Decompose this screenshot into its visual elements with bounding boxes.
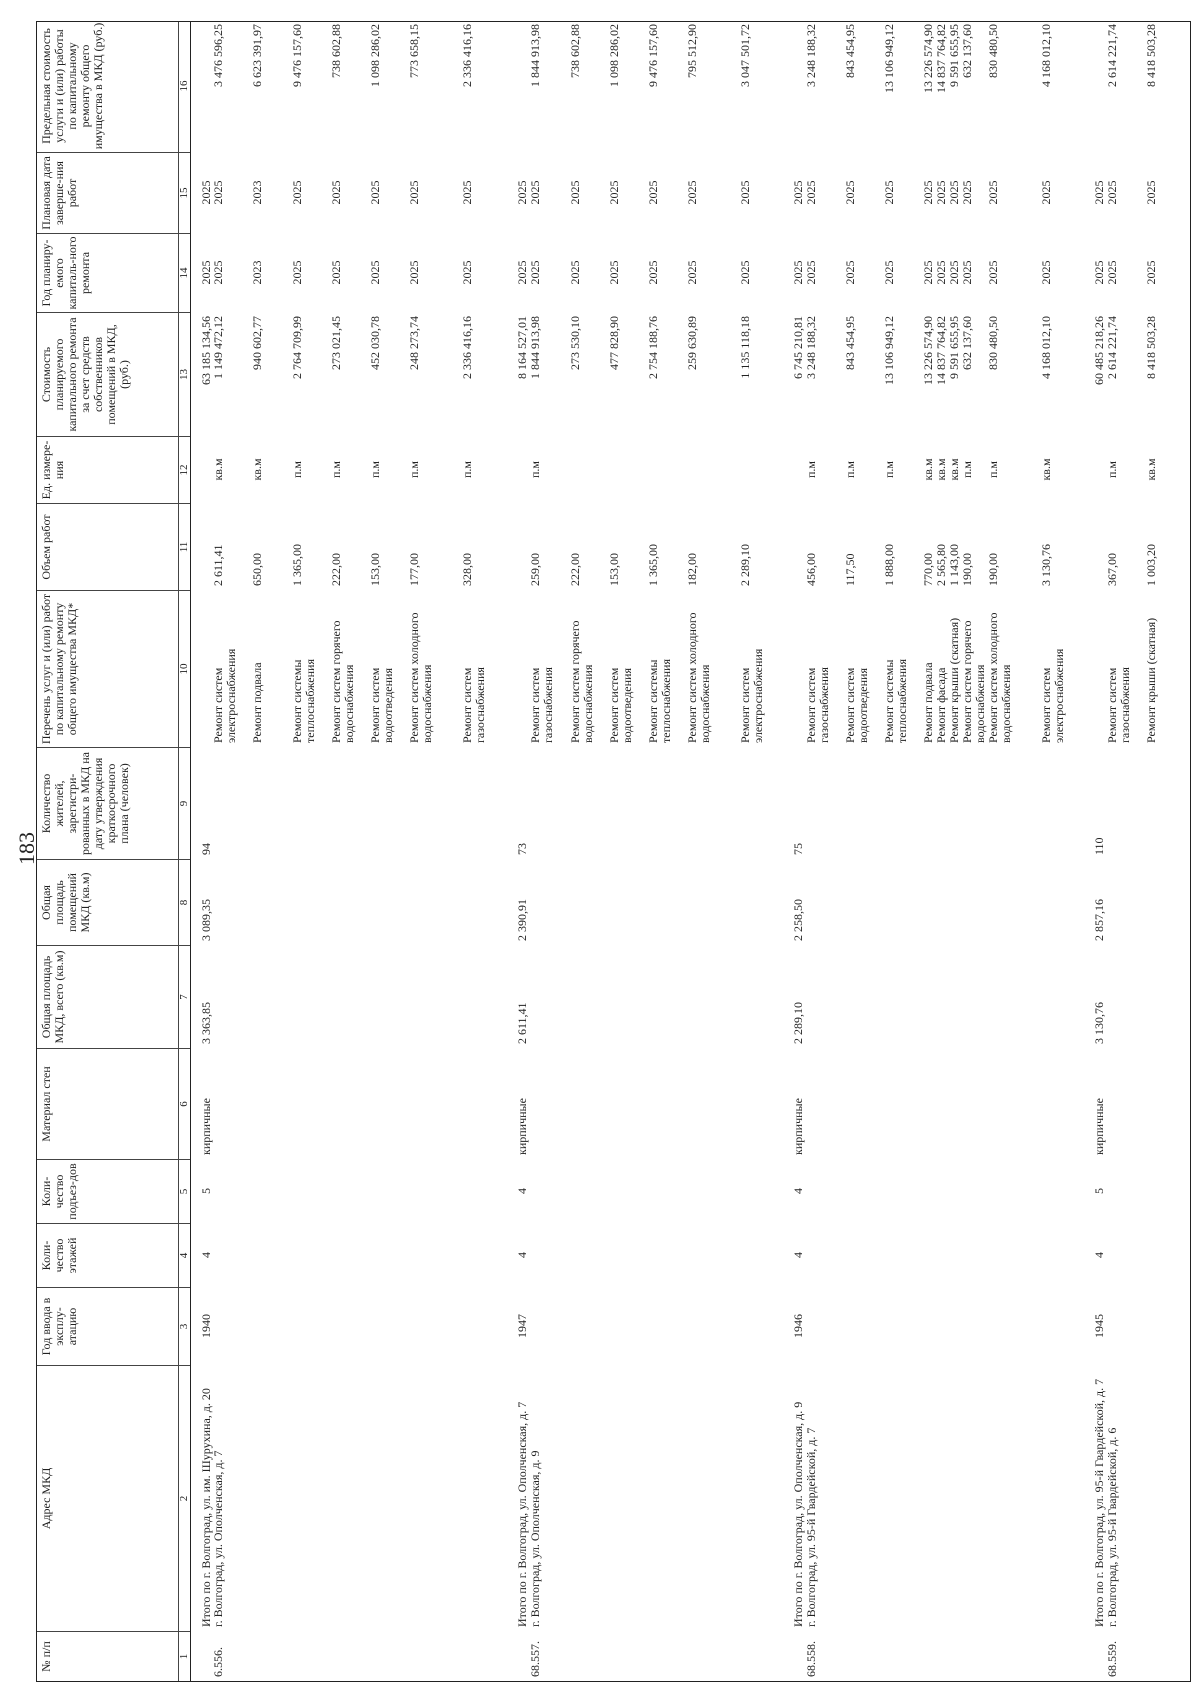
commission-year: 1945: [1092, 1314, 1106, 1338]
limit-cost: 632 137,60: [960, 24, 974, 78]
work-type-line2: теплоснабжения: [895, 659, 909, 743]
work-type: Ремонт подвала: [250, 662, 264, 743]
completion-date: 2025: [804, 180, 818, 205]
completion-date: 2025: [528, 180, 542, 205]
planned-cost: 6 745 210,81: [791, 316, 805, 379]
total-address: Итого по г. Волгоград, ул. им. Шурухина, д. 20: [199, 1388, 213, 1627]
unit: п.м: [986, 461, 1000, 479]
work-type-line2: водоотведения: [381, 668, 395, 743]
planned-year: 2025: [921, 260, 935, 285]
entrances-count: 5: [1092, 1188, 1106, 1194]
limit-cost: 2 614 221,74: [1105, 24, 1119, 87]
planned-year: 2025: [1039, 260, 1053, 285]
planned-cost: 1 149 472,12: [211, 316, 225, 379]
total-area: 3 130,76: [1092, 1002, 1106, 1044]
unit: п.м: [843, 461, 857, 479]
work-volume: 328,00: [460, 553, 474, 586]
unit: кв.м: [211, 458, 225, 481]
planned-year: 2025: [685, 260, 699, 285]
work-type: Ремонт систем горячего: [960, 620, 974, 743]
completion-date: 2025: [607, 180, 621, 205]
planned-cost: 940 602,77: [250, 316, 264, 370]
work-type: Ремонт подвала: [921, 662, 935, 743]
work-volume: 153,00: [368, 553, 382, 586]
wall-material: кирпичные: [1092, 1098, 1106, 1155]
completion-date: 2025: [515, 180, 529, 205]
completion-date: 2025: [1039, 180, 1053, 205]
limit-cost: 8 418 503,28: [1144, 24, 1158, 87]
work-volume: 1 003,20: [1144, 544, 1158, 586]
limit-cost: 9 591 655,95: [947, 24, 961, 87]
work-type: Ремонт крыши (скатная): [947, 617, 961, 743]
completion-date: 2025: [290, 180, 304, 205]
planned-year: 2025: [804, 260, 818, 285]
limit-cost: 3 476 596,25: [211, 24, 225, 87]
planned-year: 2025: [528, 260, 542, 285]
work-type: Ремонт систем холодного: [685, 612, 699, 743]
completion-date: 2025: [791, 180, 805, 205]
work-type-line2: электроснабжения: [1052, 648, 1066, 743]
work-type-line2: водоотведения: [620, 668, 634, 743]
unit: кв.м: [934, 458, 948, 481]
completion-date: 2023: [250, 180, 264, 205]
unit: п.м: [290, 461, 304, 479]
work-type: Ремонт систем: [528, 667, 542, 743]
work-volume: 650,00: [250, 553, 264, 586]
completion-date: 2025: [1092, 180, 1106, 205]
planned-year: 2025: [1092, 260, 1106, 285]
building-address: г. Волгоград, ул. 95-й Гвардейской, д. 6: [1105, 1427, 1119, 1627]
work-type-line2: водоснабжения: [973, 664, 987, 743]
planned-year: 2025: [1144, 260, 1158, 285]
limit-cost: 9 476 157,60: [646, 24, 660, 87]
header-col-premises-area: Общая площадь помещений МКД (кв.м): [37, 859, 178, 945]
row-number: 68.557.: [528, 1641, 542, 1677]
work-type: Ремонт системы: [290, 659, 304, 743]
completion-date: 2025: [460, 180, 474, 205]
planned-cost: 2 614 221,74: [1105, 316, 1119, 379]
work-type: Ремонт систем: [211, 667, 225, 743]
limit-cost: 830 480,50: [986, 24, 1000, 78]
header-bottom-border: [190, 22, 191, 1681]
completion-date: 2025: [1144, 180, 1158, 205]
planned-cost: 13 226 574,90: [921, 316, 935, 385]
limit-cost: 738 602,88: [568, 24, 582, 78]
completion-date: 2025: [407, 180, 421, 205]
completion-date: 2025: [368, 180, 382, 205]
planned-cost: 60 485 218,26: [1092, 316, 1106, 385]
premises-area: 2 857,16: [1092, 899, 1106, 941]
planned-year: 2025: [934, 260, 948, 285]
work-volume: 2 289,10: [738, 544, 752, 586]
work-type-line2: теплоснабжения: [303, 659, 317, 743]
unit: кв.м: [1039, 458, 1053, 481]
header-col-floors: Коли-чество этажей: [37, 1223, 178, 1287]
planned-year: 2025: [947, 260, 961, 285]
header-col-volume: Объем работ: [37, 503, 178, 590]
planned-cost: 843 454,95: [843, 316, 857, 370]
commission-year: 1940: [199, 1314, 213, 1338]
header-col-year: Год ввода в эксплу-атацию: [37, 1287, 178, 1365]
planned-cost: 14 837 764,82: [934, 316, 948, 385]
residents-count: 73: [515, 843, 529, 855]
completion-date: 2025: [211, 180, 225, 205]
limit-cost: 14 837 764,82: [934, 24, 948, 93]
colnum-col-total-area: 7: [178, 945, 190, 1048]
planned-cost: 273 530,10: [568, 316, 582, 370]
work-type: Ремонт систем: [843, 667, 857, 743]
unit: кв.м: [947, 458, 961, 481]
planned-cost: 830 480,50: [986, 316, 1000, 370]
work-volume: 1 143,00: [947, 544, 961, 586]
work-volume: 2 611,41: [211, 544, 225, 586]
completion-date: 2025: [843, 180, 857, 205]
total-area: 2 289,10: [791, 1002, 805, 1044]
work-type: Ремонт крыши (скатная): [1144, 617, 1158, 743]
work-type: Ремонт системы: [882, 659, 896, 743]
planned-cost: 9 591 655,95: [947, 316, 961, 379]
completion-date: 2025: [921, 180, 935, 205]
residents-count: 75: [791, 843, 805, 855]
work-volume: 153,00: [607, 553, 621, 586]
unit: п.м: [329, 461, 343, 479]
colnum-col-num: 1: [178, 1631, 190, 1681]
wall-material: кирпичные: [791, 1098, 805, 1155]
colnum-col-plan-year: 14: [178, 233, 190, 312]
limit-cost: 1 098 286,02: [368, 24, 382, 87]
colnum-col-end-date: 15: [178, 152, 190, 233]
planned-year: 2025: [1105, 260, 1119, 285]
total-area: 2 611,41: [515, 1002, 529, 1044]
commission-year: 1946: [791, 1314, 805, 1338]
building-address: г. Волгоград, ул. 95-й Гвардейской, д. 7: [804, 1427, 818, 1627]
unit: кв.м: [250, 458, 264, 481]
wall-material: кирпичные: [515, 1098, 529, 1155]
work-type: Ремонт систем холодного: [986, 612, 1000, 743]
planned-cost: 2 764 709,99: [290, 316, 304, 379]
planned-year: 2025: [986, 260, 1000, 285]
floors-count: 4: [515, 1252, 529, 1258]
entrances-count: 5: [199, 1188, 213, 1194]
work-type: Ремонт систем горячего: [568, 620, 582, 743]
completion-date: 2025: [960, 180, 974, 205]
work-type-line2: электроснабжения: [224, 648, 238, 743]
work-type: Ремонт системы: [646, 659, 660, 743]
limit-cost: 6 623 391,97: [250, 24, 264, 87]
planned-year: 2025: [791, 260, 805, 285]
work-type-line2: электроснабжения: [751, 648, 765, 743]
planned-year: 2025: [460, 260, 474, 285]
limit-cost: 1 098 286,02: [607, 24, 621, 87]
work-type: Ремонт систем холодного: [407, 612, 421, 743]
unit: п.м: [804, 461, 818, 479]
limit-cost: 773 658,15: [407, 24, 421, 78]
planned-year: 2025: [368, 260, 382, 285]
work-volume: 222,00: [568, 553, 582, 586]
colnum-col-volume: 11: [178, 503, 190, 590]
entrances-count: 4: [791, 1188, 805, 1194]
planned-year: 2025: [329, 260, 343, 285]
total-address: Итого по г. Волгоград, ул. Ополченская, д. 7: [515, 1401, 529, 1627]
colnum-col-wall-material: 6: [178, 1048, 190, 1159]
header-col-residents: Количество жителей, зарегистри-рованных в МКД на дату утверждения краткосрочного плана (человек): [37, 747, 178, 859]
planned-cost: 632 137,60: [960, 316, 974, 370]
completion-date: 2025: [199, 180, 213, 205]
total-address: Итого по г. Волгоград, ул. 95-й Гвардейской, д. 7: [1092, 1378, 1106, 1627]
planned-cost: 1 844 913,98: [528, 316, 542, 379]
unit: п.м: [528, 461, 542, 479]
work-type-line2: газоснабжения: [817, 667, 831, 743]
planned-cost: 2 754 188,76: [646, 316, 660, 379]
limit-cost: 843 454,95: [843, 24, 857, 78]
planned-cost: 4 168 012,10: [1039, 316, 1053, 379]
completion-date: 2025: [947, 180, 961, 205]
unit: п.м: [460, 461, 474, 479]
limit-cost: 1 844 913,98: [528, 24, 542, 87]
limit-cost: 13 106 949,12: [882, 24, 896, 93]
work-type: Ремонт систем: [1105, 667, 1119, 743]
planned-cost: 8 418 503,28: [1144, 316, 1158, 379]
colnum-col-floors: 4: [178, 1223, 190, 1287]
completion-date: 2025: [329, 180, 343, 205]
planned-year: 2025: [882, 260, 896, 285]
building-address: г. Волгоград, ул. Ополченская, д. 9: [528, 1450, 542, 1627]
header-col-end-date: Плановая дата заверше-ния работ: [37, 152, 178, 233]
work-volume: 2 565,80: [934, 544, 948, 586]
work-volume: 1 365,00: [646, 544, 660, 586]
work-type: Ремонт фасада: [934, 667, 948, 743]
completion-date: 2025: [646, 180, 660, 205]
header-col-wall-material: Материал стен: [37, 1048, 178, 1159]
work-volume: 456,00: [804, 553, 818, 586]
header-col-address: Адрес МКД: [37, 1365, 178, 1631]
planned-year: 2025: [211, 260, 225, 285]
planned-cost: 2 336 416,16: [460, 316, 474, 379]
work-type-line2: газоснабжения: [1118, 667, 1132, 743]
header-col-unit: Ед. измере-ния: [37, 436, 178, 503]
floors-count: 4: [1092, 1252, 1106, 1258]
work-type: Ремонт систем: [607, 667, 621, 743]
header-col-plan-year: Год планиру-емого капиталь-ного ремонта: [37, 233, 178, 312]
page-number: 183: [14, 832, 39, 865]
colnum-col-premises-area: 8: [178, 859, 190, 945]
header-col-limit-cost: Предельная стоимость услуги и (или) работы по капитальному ремонту общего имущества в МКД (руб.): [39, 22, 105, 150]
work-type-line2: водоснабжения: [420, 664, 434, 743]
colnum-col-address: 2: [178, 1365, 190, 1631]
planned-year: 2025: [960, 260, 974, 285]
premises-area: 3 089,35: [199, 899, 213, 941]
work-type: Ремонт систем: [804, 667, 818, 743]
completion-date: 2025: [738, 180, 752, 205]
completion-date: 2025: [685, 180, 699, 205]
work-volume: 1 365,00: [290, 544, 304, 586]
limit-cost: 3 047 501,72: [738, 24, 752, 87]
total-area: 3 363,85: [199, 1002, 213, 1044]
planned-year: 2025: [515, 260, 529, 285]
unit: п.м: [1105, 461, 1119, 479]
limit-cost: 795 512,90: [685, 24, 699, 78]
header-col-works: Перечень услуг и (или) работ по капитальному ремонту общего имущества МКД*: [37, 590, 178, 747]
work-volume: 190,00: [986, 553, 1000, 586]
header-col-cost: Стоимость планируемого капитального ремонта за счет средств собственников помещений в МКД, (руб.): [37, 312, 178, 436]
planned-cost: 477 828,90: [607, 316, 621, 370]
premises-area: 2 390,91: [515, 899, 529, 941]
unit: п.м: [882, 461, 896, 479]
work-volume: 3 130,76: [1039, 544, 1053, 586]
colnum-col-residents: 9: [178, 747, 190, 859]
completion-date: 2025: [882, 180, 896, 205]
planned-year: 2025: [646, 260, 660, 285]
work-type: Ремонт систем: [1039, 667, 1053, 743]
work-volume: 1 888,00: [882, 544, 896, 586]
work-volume: 259,00: [528, 553, 542, 586]
planned-cost: 259 630,89: [685, 316, 699, 370]
floors-count: 4: [199, 1252, 213, 1258]
colnum-col-unit: 12: [178, 436, 190, 503]
planned-cost: 273 021,45: [329, 316, 343, 370]
work-volume: 190,00: [960, 553, 974, 586]
planned-year: 2025: [738, 260, 752, 285]
work-volume: 770,00: [921, 553, 935, 586]
capital-repair-table: [36, 21, 1191, 1682]
colnum-col-entrances: 5: [178, 1159, 190, 1223]
work-type-line2: водоснабжения: [581, 664, 595, 743]
work-type-line2: водоснабжения: [999, 664, 1013, 743]
planned-year: 2025: [407, 260, 421, 285]
planned-year: 2023: [250, 260, 264, 285]
planned-year: 2025: [199, 260, 213, 285]
work-type: Ремонт систем: [460, 667, 474, 743]
limit-cost: 2 336 416,16: [460, 24, 474, 87]
row-number: 68.558.: [804, 1641, 818, 1677]
floors-count: 4: [791, 1252, 805, 1258]
planned-year: 2025: [290, 260, 304, 285]
unit: п.м: [368, 461, 382, 479]
completion-date: 2025: [568, 180, 582, 205]
residents-count: 110: [1092, 837, 1106, 855]
limit-cost: 9 476 157,60: [290, 24, 304, 87]
planned-cost: 13 106 949,12: [882, 316, 896, 385]
work-volume: 367,00: [1105, 553, 1119, 586]
colnum-col-year: 3: [178, 1287, 190, 1365]
work-type-line2: водоснабжения: [342, 664, 356, 743]
colnum-col-limit-cost: 16: [178, 80, 190, 92]
total-address: Итого по г. Волгоград, ул. Ополченская, д. 9: [791, 1401, 805, 1627]
building-address: г. Волгоград, ул. Ополченская, д. 7: [211, 1450, 225, 1627]
work-volume: 117,50: [843, 553, 857, 586]
unit: п.м: [960, 461, 974, 479]
header-col-num: № п/п: [37, 1631, 178, 1681]
work-type: Ремонт систем горячего: [329, 620, 343, 743]
work-volume: 222,00: [329, 553, 343, 586]
planned-cost: 248 273,74: [407, 316, 421, 370]
completion-date: 2025: [1105, 180, 1119, 205]
colnum-col-works: 10: [178, 590, 190, 747]
work-type-line2: водоснабжения: [698, 664, 712, 743]
unit: кв.м: [1144, 458, 1158, 481]
planned-cost: 452 030,78: [368, 316, 382, 370]
unit: п.м: [407, 461, 421, 479]
planned-year: 2025: [568, 260, 582, 285]
header-col-entrances: Коли-чество подъез-дов: [37, 1159, 178, 1223]
limit-cost: 13 226 574,90: [921, 24, 935, 93]
entrances-count: 4: [515, 1188, 529, 1194]
limit-cost: 4 168 012,10: [1039, 24, 1053, 87]
completion-date: 2025: [934, 180, 948, 205]
work-type: Ремонт систем: [368, 667, 382, 743]
row-number: 68.559.: [1105, 1641, 1119, 1677]
completion-date: 2025: [986, 180, 1000, 205]
limit-cost: 3 248 188,32: [804, 24, 818, 87]
residents-count: 94: [199, 843, 213, 855]
work-type-line2: газоснабжения: [473, 667, 487, 743]
planned-cost: 1 135 118,18: [738, 316, 752, 379]
planned-year: 2025: [843, 260, 857, 285]
unit: кв.м: [921, 458, 935, 481]
commission-year: 1947: [515, 1314, 529, 1338]
work-type-line2: водоотведения: [856, 668, 870, 743]
work-volume: 182,00: [685, 553, 699, 586]
work-type-line2: газоснабжения: [541, 667, 555, 743]
planned-cost: 63 185 134,56: [199, 316, 213, 385]
colnum-col-cost: 13: [178, 312, 190, 436]
header-col-total-area: Общая площадь МКД, всего (кв.м): [37, 945, 178, 1048]
work-volume: 177,00: [407, 553, 421, 586]
planned-year: 2025: [607, 260, 621, 285]
limit-cost: 738 602,88: [329, 24, 343, 78]
premises-area: 2 258,50: [791, 899, 805, 941]
planned-cost: 8 164 527,01: [515, 316, 529, 379]
wall-material: кирпичные: [199, 1098, 213, 1155]
work-type-line2: теплоснабжения: [659, 659, 673, 743]
planned-cost: 3 248 188,32: [804, 316, 818, 379]
work-type: Ремонт систем: [738, 667, 752, 743]
row-number: 6.556.: [211, 1647, 225, 1677]
